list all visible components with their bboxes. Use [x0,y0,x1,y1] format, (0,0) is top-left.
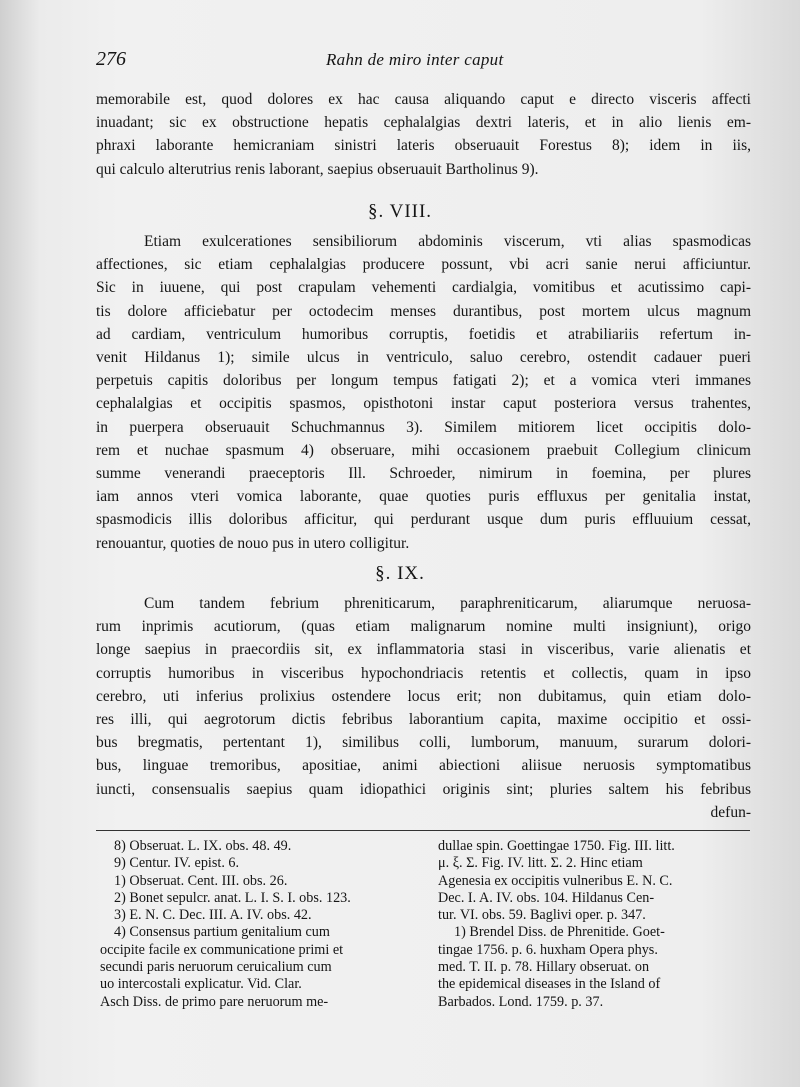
catchword: defun- [710,803,751,821]
page-number: 276 [96,48,126,70]
running-head: Rahn de miro inter caput [326,50,504,69]
footnote-line: 1) Obseruat. Cent. III. obs. 26. [114,872,288,889]
section-heading-ix: §. IX. [375,563,425,584]
footnote-line: Barbados. Lond. 1759. p. 37. [438,993,604,1010]
text-line: venit Hildanus 1); simile ulcus in ventriculo, saluo cerebro, ostendit cadauer pueri [96,349,751,367]
page-header [96,48,736,76]
text-line: affectiones, sic etiam cephalalgias producere possunt, vbi acri sanie nerui afficiuntur. [96,256,751,274]
text-line: bus bregmatis, pertentant 1), similibus colli, lumborum, manuum, surarum dolori- [96,734,751,752]
text-line: qui calculo alterutrius renis laborant, saepius obseruauit Bartholinus 9). [96,160,539,178]
footnote-line: 3) E. N. C. Dec. III. A. IV. obs. 42. [114,907,312,924]
text-line: rem et nuchae spasmum 4) obseruare, mihi occasionem praebuit Collegium clinicum [96,441,751,459]
footnote-line: Asch Diss. de primo pare neruorum me- [100,993,329,1010]
footnote-line: tingae 1756. p. 6. huxham Opera phys. [438,941,658,958]
footnote-line: 2) Bonet sepulcr. anat. L. I. S. I. obs. 123. [114,889,351,906]
footnote-line: dullae spin. Goettingae 1750. Fig. III. litt. [438,838,675,854]
paragraph-section-ix [96,592,751,824]
footnote-divider [96,830,750,831]
footnote-line: med. T. II. p. 78. Hillary obseruat. on [438,959,650,976]
text-line: res illi, qui aegrotorum dictis febribus laborantium capita, maxime occipitio et ossi- [96,711,751,729]
footnote-line: 1) Brendel Diss. de Phrenitide. Goet- [454,924,665,941]
text-line: corruptis humoribus in visceribus hypochondriacis retentis et collectis, quam in ipso [96,664,751,682]
footnote-line: the epidemical diseases in the Island of [438,976,661,993]
text-line: bus, linguae tremoribus, apositiae, animi abiectioni aliisue neruosis symptomatibus [96,757,751,775]
footnote-line: 9) Centur. IV. epist. 6. [114,855,240,872]
text-line: renouantur, quoties de nouo pus in utero colligitur. [96,534,410,552]
footnote-line: Dec. I. A. IV. obs. 104. Hildanus Cen- [438,889,655,906]
text-line: longe saepius in praecordiis sit, ex inflammatoria stasi in visceribus, varie alienatis et [96,641,751,659]
text-line: iam annos vteri vomica laborante, quae quoties puris effluxus per genitalia instat, [96,488,751,506]
footnote-line: Agenesia ex occipitis vulneribus E. N. C. [438,872,673,889]
text-line: Etiam exulcerationes sensibiliorum abdominis viscerum, vti alias spasmodicas [144,233,751,250]
text-line: phraxi laborante hemicraniam sinistri lateris obseruauit Forestus 8); idem in iis, [96,137,751,155]
footnote-line: secundi paris neruorum ceruicalium cum [100,959,332,976]
text-line: Sic in iuuene, qui post crapulam vehementi cardialgia, vomitibus et acutissimo capi- [96,279,751,297]
text-line: cephalalgias et occipitis spasmos, opisthotoni instar caput posteriora versus trahentes, [96,395,751,413]
text-line: memorabile est, quod dolores ex hac causa aliquando caput e directo visceris affecti [96,91,751,108]
footnote-line: tur. VI. obs. 59. Baglivi oper. p. 347. [438,907,646,924]
text-line: perpetuis capitis doloribus per longum tempus fatigati 2); et a vomica vteri immanes [96,372,751,390]
section-heading-viii: §. VIII. [367,201,433,222]
text-line: rum inprimis acutiorum, (quas etiam malignarum nomine multi insigniunt), origo [96,618,751,636]
footnote-line: μ. ξ. Σ. Fig. IV. litt. Σ. 2. Hinc etiam [438,855,643,872]
footnotes-right-column [438,838,754,1011]
footnote-line: occipite facile ex communicatione primi et [100,941,344,958]
footnote-line: 4) Consensus partium genitalium cum [114,924,330,941]
paragraph-section-viii [96,230,751,555]
text-line: in puerpera obseruauit Schuchmannus 3). Similem mitiorem licet occipitis dolo- [96,418,751,436]
footnote-line: uo intercostali explicatur. Vid. Clar. [100,976,302,993]
paragraph-continuation [96,88,751,181]
text-line: Cum tandem febrium phreniticarum, paraphreniticarum, aliarumque neruosa- [144,595,751,612]
text-line: tis dolore afficiebatur per octodecim menses durantibus, post mortem ulcus magnum [96,302,751,320]
footnotes-left-column [100,838,402,1011]
text-line: inuadant; sic ex obstructione hepatis cephalalgias dextri lateris, et in alio lienis em- [96,114,751,132]
text-line: summe venerandi praeceptoris Ill. Schroeder, nimirum in foemina, per plures [96,465,751,483]
text-line: spasmodicis illis doloribus afficitur, qui perdurant usque dum puris effluuium cessat, [96,511,751,529]
footnote-line: 8) Obseruat. L. IX. obs. 48. 49. [114,838,292,854]
text-line: ad cardiam, ventriculum humoribus corruptis, foetidis et atrabiliariis refertum in- [96,325,751,343]
text-line: iuncti, consensualis saepius quam idiopathici originis sint; pluries saltem his febribus [96,780,751,798]
text-line: cerebro, uti inferius prolixius ostendere locus erit; non dubitamus, quin etiam dolo- [96,687,751,705]
